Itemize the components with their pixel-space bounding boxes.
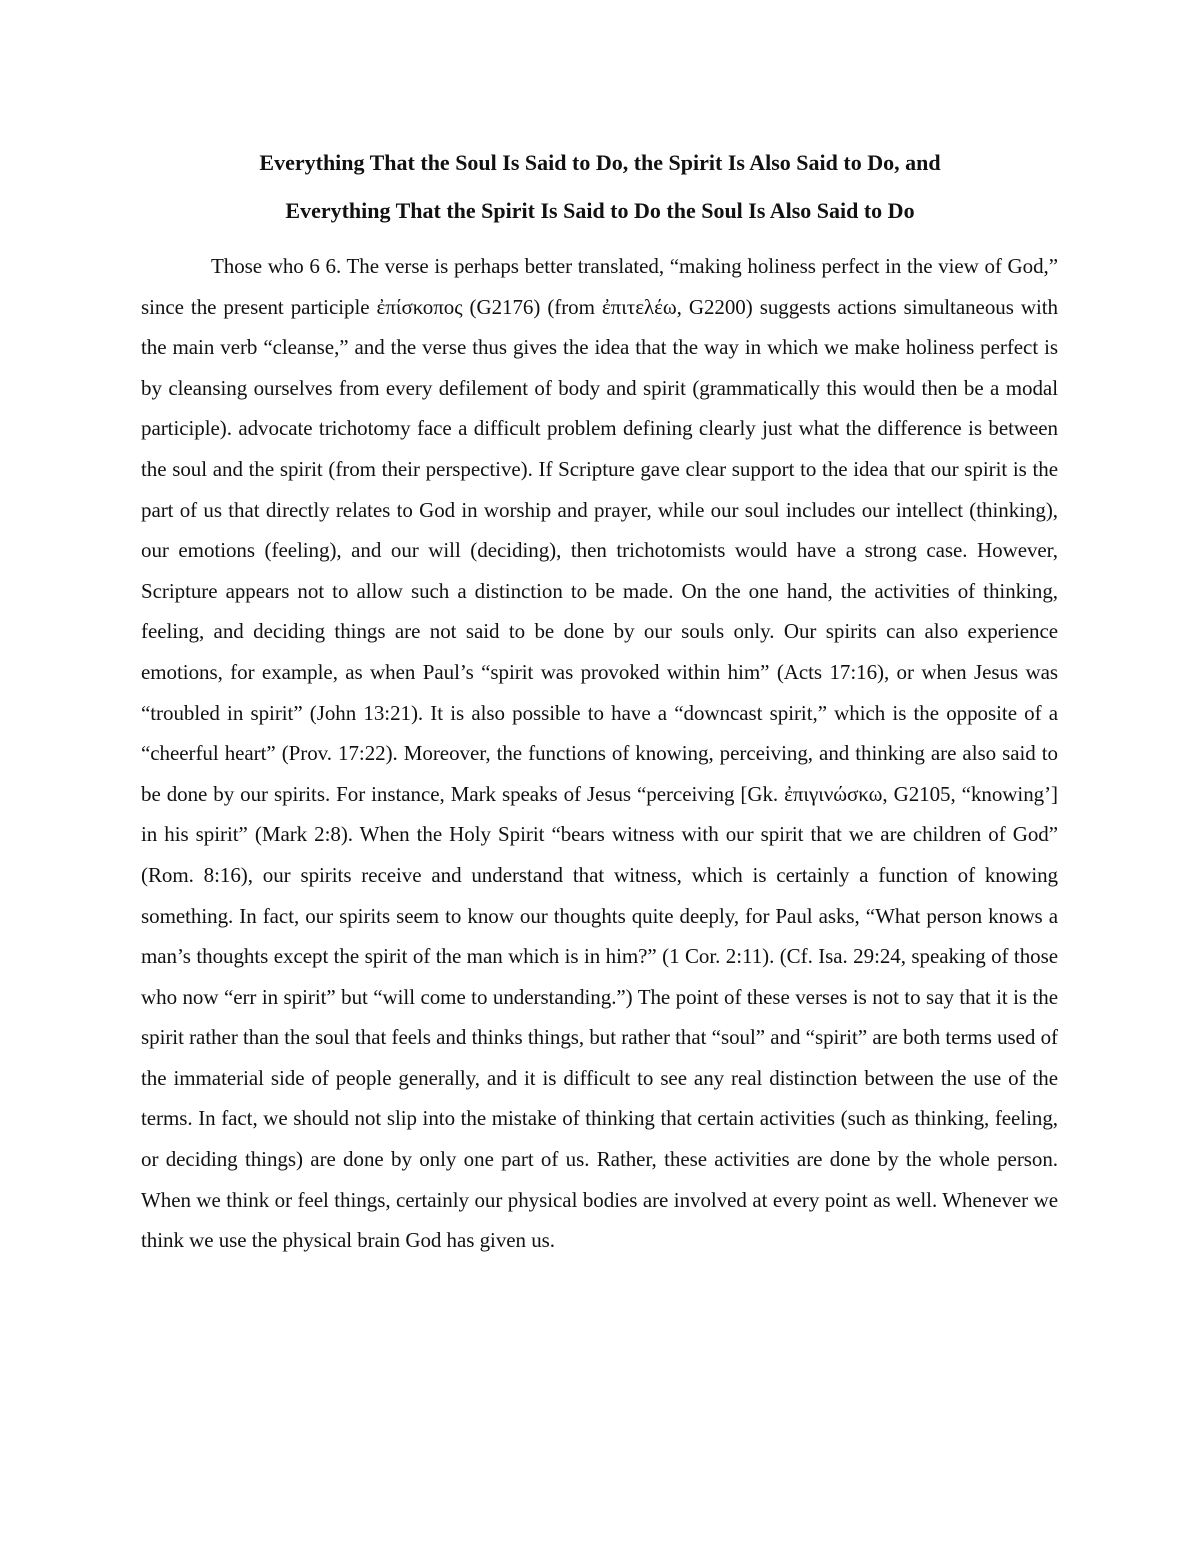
document-title	[100, 139, 1100, 235]
title-line-2: Everything That the Spirit Is Said to Do the Soul Is Also Said to Do	[285, 198, 915, 223]
title-line-1: Everything That the Soul Is Said to Do, the Spirit Is Also Said to Do, and	[259, 150, 941, 175]
body-paragraph: Those who 6 6. The verse is perhaps better translated, “making holiness perfect in the view of God,” since the present participle ἐπίσκοπος (G2176) (from ἐπιτελέω, G2200) suggests actions simultaneous with the main verb “cleanse,” and the verse thus gives the idea that the way in which we make holiness perfect is by cleansing ourselves from every defilement of body and spirit (grammatically this would then be a modal participle). advocate trichotomy face a difficult problem defining clearly just what the difference is between the soul and the spirit (from their perspective). If Scripture gave clear support to the idea that our spirit is the part of us that directly relates to God in worship and prayer, while our soul includes our intellect (thinking), our emotions (feeling), and our will (deciding), then trichotomists would have a strong case. However, Scripture appears not to allow such a distinction to be made. On the one hand, the activities of thinking, feeling, and deciding things are not said to be done by our souls only. Our spirits can also experience emotions, for example, as when Paul’s “spirit was provoked within him” (Acts 17:16), or when Jesus was “troubled in spirit” (John 13:21). It is also possible to have a “downcast spirit,” which is the opposite of a “cheerful heart” (Prov. 17:22). Moreover, the functions of knowing, perceiving, and thinking are also said to be done by our spirits. For instance, Mark speaks of Jesus “perceiving [Gk. ἐπιγινώσκω, G2105, “knowing’] in his spirit” (Mark 2:8). When the Holy Spirit “bears witness with our spirit that we are children of God” (Rom. 8:16), our spirits receive and understand that witness, which is certainly a function of knowing something. In fact, our spirits seem to know our thoughts quite deeply, for Paul asks, “What person knows a man’s thoughts except the spirit of the man which is in him?” (1 Cor. 2:11). (Cf. Isa. 29:24, speaking of those who now “err in spirit” but “will come to understanding.”) The point of these verses is not to say that it is the spirit rather than the soul that feels and thinks things, but rather that “soul” and “spirit” are both terms used of the immaterial side of people generally, and it is difficult to see any real distinction between the use of the terms. In fact, we should not slip into the mistake of thinking that certain activities (such as thinking, feeling, or deciding things) are done by only one part of us. Rather, these activities are done by the whole person. When we think or feel things, certainly our physical bodies are involved at every point as well. Whenever we think we use the physical brain God has given us.	[141, 254, 1058, 1253]
